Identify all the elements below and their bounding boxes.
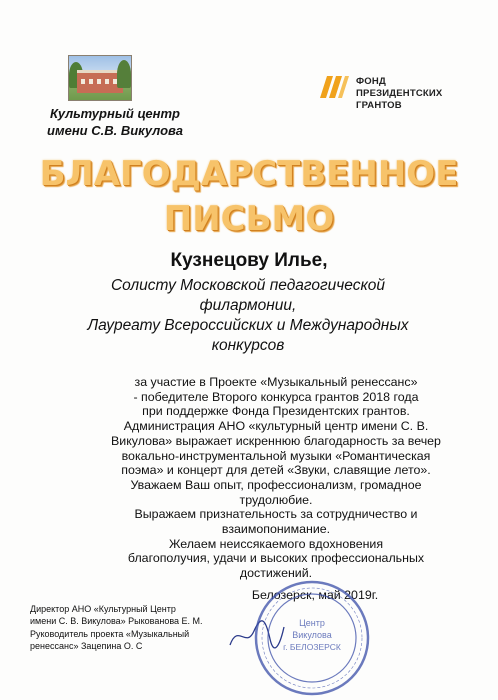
fund-line-1: ФОНД [356,76,386,87]
recipient-title-line: Лауреату Всероссийских и Международных [87,317,409,334]
signature-line: Руководитель проекта «Музыкальный [30,628,190,639]
tree-right [117,60,131,88]
body-line: поэма» и концерт для детей «Звуки, славящие лето». [121,463,431,478]
body-line: - победителе Второго конкурса грантов 2018 года [133,389,419,404]
recipient-title-line: филармонии, [199,297,297,314]
document-title-line-1: БЛАГОДАРСТВЕННОЕ [39,154,459,194]
stamp-line-1: Центр [299,618,325,628]
document-title-line-2: ПИСЬМО [163,199,335,239]
recipient-titles [28,276,468,356]
body-line: Желаем неиссякаемого вдохновения [168,536,384,551]
building-photo [68,55,132,101]
body-line: Выражаем признательность за сотрудничество и [134,507,418,522]
body-line: за участие в Проекте «Музыкальный ренессанс» [134,375,418,389]
fund-line-2: ПРЕЗИДЕНТСКИХ [356,88,443,99]
body-line: вокально-инструментальной музыки «Романтическая [121,448,431,463]
recipient-title-line: конкурсов [211,337,285,354]
body-line: благополучия, удачи и высоких профессиональных [127,551,425,566]
org-line-2: имени С.В. Викулова [47,123,183,138]
fund-line-3: ГРАНТОВ [356,100,402,111]
recipient-title-line: Солисту Московской педагогической [110,277,386,294]
body-line: Администрация АНО «культурный центр имени С. В. [123,419,429,434]
recipient-name: Кузнецову Илье, [170,250,328,271]
official-stamp-icon [252,578,372,698]
body-line: трудолюбие. [239,492,313,507]
stamp-line-3: г. БЕЛОЗЕРСК [283,642,341,652]
letter-body [100,375,452,581]
stamp-line-2: Викулова [292,630,332,640]
body-line: взаимопонимание. [221,522,331,537]
body-line: при поддержке Фонда Президентских грантов. [142,404,410,419]
signature-line: Директор АНО «Культурный Центр [30,604,176,614]
org-line-1: Культурный центр [50,106,180,121]
place-and-date: Белозерск, май 2019г. [251,588,379,602]
presidential-grants-fund-logo-icon [316,72,350,102]
signature-line: ренессанс» Зацепина О. С [30,641,143,652]
organization-name [30,105,200,139]
body-line: Уважаем Ваш опыт, профессионализм, громадное [130,477,422,492]
signature-line: имени С. В. Викулова» Рыкованова Е. М. [30,616,203,627]
body-line: достижений. [239,566,313,581]
fund-name [356,76,466,112]
body-line: Викулова» выражает искреннюю благодарность за вечер [111,433,441,448]
